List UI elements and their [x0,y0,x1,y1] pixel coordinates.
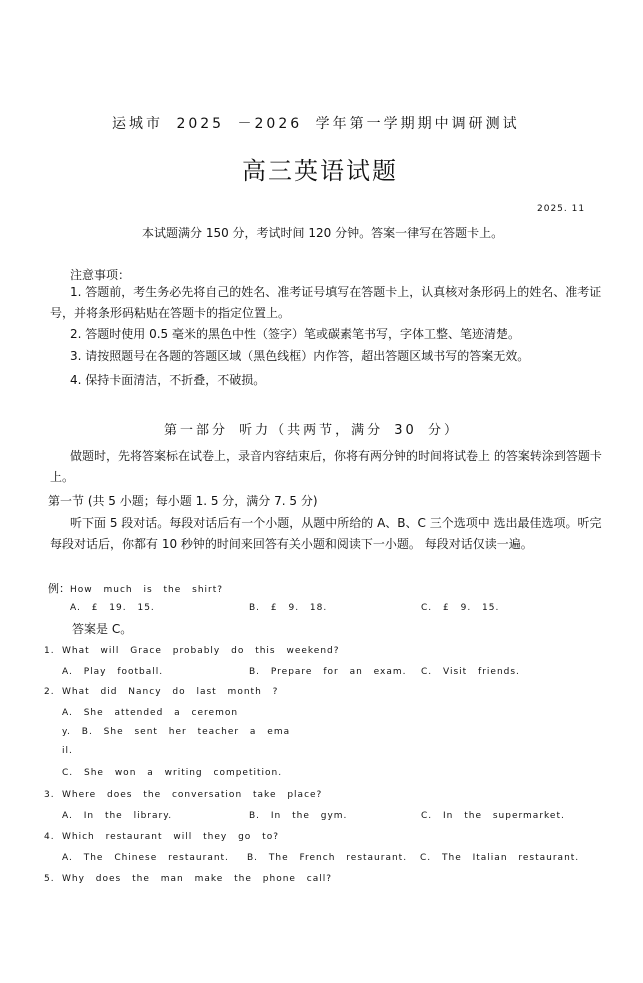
section1-instruction: 听下面 5 段对话。每段对话后有一个小题，从题中所给的 A、B、C 三个选项中 选出最佳选项。听完每段对话后，你都有 10 秒钟的时间来回答有关小题和阅读下一小题。 每段对话仅读一遍。 [50,516,602,551]
section1-title: 第一节 (共 5 小题；每小题 1. 5 分，满分 7. 5 分) [48,494,318,508]
question-3-text: Where does the conversation take place? [62,790,323,800]
example-answer: 答案是 C。 [72,622,133,636]
notice-item-3: 3. 请按照题号在各题的答题区域（黑色线框）内作答，超出答题区域书写的答案无效。 [70,349,530,363]
question-3-option-b: B. In the gym. [249,811,348,821]
question-3-option-a: A. In the library. [62,811,173,821]
question-2-option-c: C. She won a writing competition. [62,768,283,778]
example-line [48,580,223,596]
question-3-number: 3. [44,790,55,800]
exam-intro: 本试题满分 150 分，考试时间 120 分钟。答案一律写在答题卡上。 [142,226,504,240]
part1-instruction: 做题时，先将答案标在试卷上，录音内容结束后，你将有两分钟的时间将试卷上 的答案转涂到答题卡上。 [50,449,602,484]
question-5-text: Why does the man make the phone call? [62,874,333,884]
exam-title: 高三英语试题 [242,157,398,185]
example-option-a: A. £ 19. 15. [70,603,155,613]
question-1-text: What will Grace probably do this weekend? [62,646,340,656]
question-2-number: 2. [44,687,55,697]
question-2-text: What did Nancy do last month ? [62,687,279,697]
question-1-option-b: B. Prepare for an exam. [249,667,407,677]
notice-item-1: 1. 答题前，考生务必先将自己的姓名、准考证号填写在答题卡上，认真核对条形码上的姓名、准考证号，并将条形码粘贴在答题卡的指定位置上。 [50,285,602,320]
question-4-option-b: B. The French restaurant. [247,853,408,863]
example-label: 例： [48,582,70,595]
example-question: How much is the shirt? [70,585,224,595]
example-option-c: C. £ 9. 15. [421,603,500,613]
example-option-b: B. £ 9. 18. [249,603,328,613]
question-5-number: 5. [44,874,55,884]
question-4-option-a: A. The Chinese restaurant. [62,853,229,863]
question-4-number: 4. [44,832,55,842]
question-1-option-a: A. Play football. [62,667,164,677]
question-2-option-b-cont: il. [62,746,73,756]
exam-date: 2025. 11 [537,204,586,214]
notice-item-4: 4. 保持卡面清洁，不折叠，不破损。 [70,373,266,387]
question-3-option-c: C. In the supermarket. [421,811,565,821]
part1-title: 第一部分 听力（共两节，满分 30 分） [164,423,460,438]
question-4-option-c: C. The Italian restaurant. [420,853,580,863]
question-2-option-a: A. She attended a ceremon [62,708,239,718]
question-1-option-c: C. Visit friends. [421,667,520,677]
exam-school-line: 运城市 2025 －2026 学年第一学期期中调研测试 [112,116,520,132]
notice-heading: 注意事项： [70,268,131,282]
question-4-text: Which restaurant will they go to? [62,832,279,842]
question-1-number: 1. [44,646,55,656]
notice-item-2: 2. 答题时使用 0.5 毫米的黑色中性（签字）笔或碳素笔书写，字体工整、笔迹清楚。 [70,327,520,341]
question-2-option-b: y. B. She sent her teacher a ema [62,727,291,737]
